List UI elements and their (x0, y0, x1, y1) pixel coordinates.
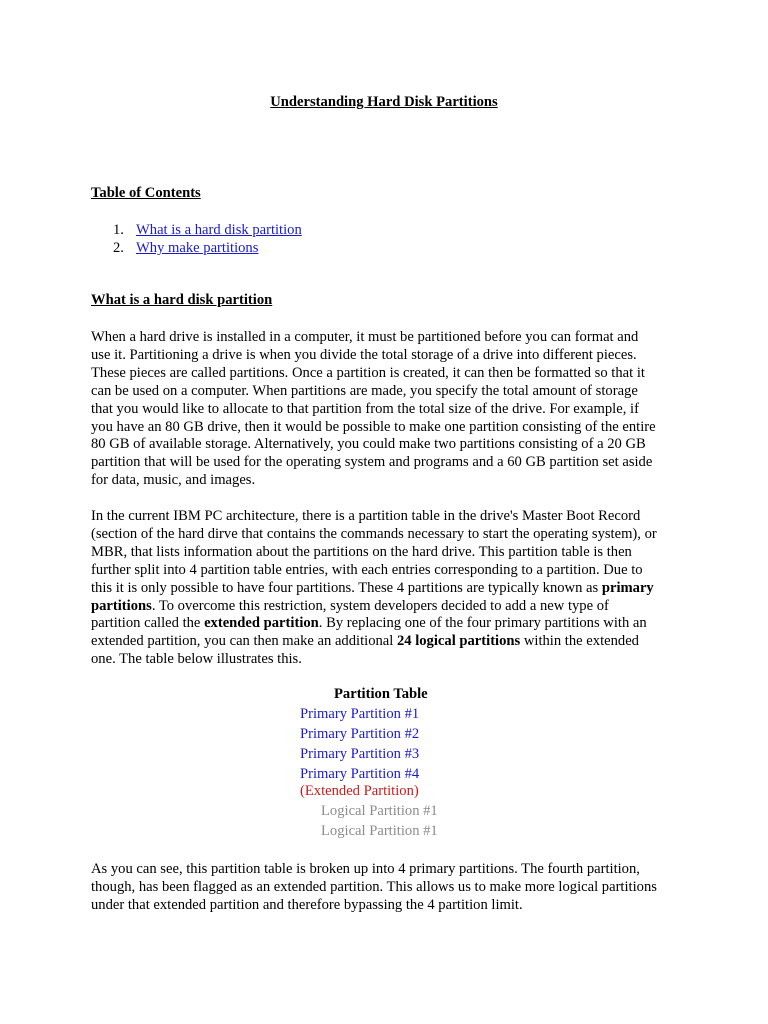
primary-partition-row: Primary Partition #2 (300, 726, 420, 742)
text-line: further split into 4 partition table entries, with each entries corresponding to a partition. Due to (91, 561, 643, 578)
logical-partition-row: Logical Partition #1 (321, 803, 438, 819)
text-line: for data, music, and images. (91, 472, 256, 489)
text-line (91, 580, 679, 598)
text-line: MBR, that lists information about the partitions on the hard drive. This partition table is then (91, 543, 632, 560)
text-line: When a hard drive is installed in a computer, it must be partitioned before you can format and (91, 329, 639, 345)
text-span: this it is only possible to have four partitions. These 4 partitions are typically known as (91, 579, 602, 596)
bold-term: extended partition (204, 615, 319, 632)
text-span: partition called the (91, 615, 205, 632)
extended-partition-row: (Extended Partition) (300, 783, 419, 799)
text-line: In the current IBM PC architecture, there is a partition table in the drive's Master Boot Record (91, 508, 641, 524)
document-title: Understanding Hard Disk Partitions (270, 94, 498, 110)
primary-partition-row: Primary Partition #3 (300, 746, 420, 762)
paragraph-intro (91, 329, 679, 490)
paragraph-conclusion (91, 861, 679, 915)
bold-term: partitions (91, 597, 152, 614)
bold-term: 24 logical partitions (396, 633, 521, 650)
text-span: extended partition, you can then make an additional (91, 633, 397, 650)
primary-partition-row: Primary Partition #1 (300, 706, 420, 722)
text-line: use it. Partitioning a drive is when you divide the total storage of a drive into different pieces. (91, 346, 637, 363)
toc-item (91, 221, 302, 239)
toc-link-why-partitions[interactable]: Why make partitions (136, 240, 259, 256)
text-line: you have an 80 GB drive, then it would be possible to make one partition consisting of the entire (91, 418, 656, 435)
text-line: that you would like to allocate to that partition from the total size of the drive. For example, if (91, 400, 639, 417)
toc-item (91, 239, 302, 257)
toc-link-what-is-partition[interactable]: What is a hard disk partition (136, 222, 302, 238)
text-line (91, 615, 679, 633)
toc-item-number: 1. (113, 222, 124, 238)
bold-term: primary (601, 579, 654, 596)
text-line: (section of the hard dirve that contains the commands necessary to start the operating system), or (91, 525, 657, 542)
text-span: within the extended (520, 633, 639, 650)
primary-partition-row: Primary Partition #4 (300, 766, 420, 782)
text-span: . To overcome this restriction, system developers decided to add a new type of (151, 597, 609, 614)
text-line: These pieces are called partitions. Once a partition is created, it can then be formatted so that it (91, 364, 645, 381)
toc-item-number: 2. (113, 240, 124, 256)
text-line: one. The table below illustrates this. (91, 651, 302, 668)
text-line: partition that will be used for the operating system and programs and a 60 GB partition set aside (91, 454, 653, 471)
toc-heading: Table of Contents (91, 185, 201, 201)
text-line: 80 GB of available storage. Alternatively, you could make two partitions consisting of a 20 GB (91, 436, 646, 453)
text-span: . By replacing one of the four primary partitions with an (318, 615, 647, 632)
text-line: As you can see, this partition table is broken up into 4 primary partitions. The fourth partition, (91, 861, 640, 877)
text-line (91, 633, 679, 651)
text-line (91, 598, 679, 616)
text-line: can be used on a computer. When partitions are made, you specify the total amount of storage (91, 382, 638, 399)
toc-list (91, 221, 302, 257)
text-line: though, has been flagged as an extended partition. This allows us to make more logical partitions (91, 878, 657, 895)
paragraph-partition-table (91, 508, 679, 669)
text-line: under that extended partition and therefore bypassing the 4 partition limit. (91, 896, 523, 913)
logical-partition-row: Logical Partition #1 (321, 823, 438, 839)
partition-table-title: Partition Table (334, 686, 428, 702)
section-heading: What is a hard disk partition (91, 292, 273, 308)
